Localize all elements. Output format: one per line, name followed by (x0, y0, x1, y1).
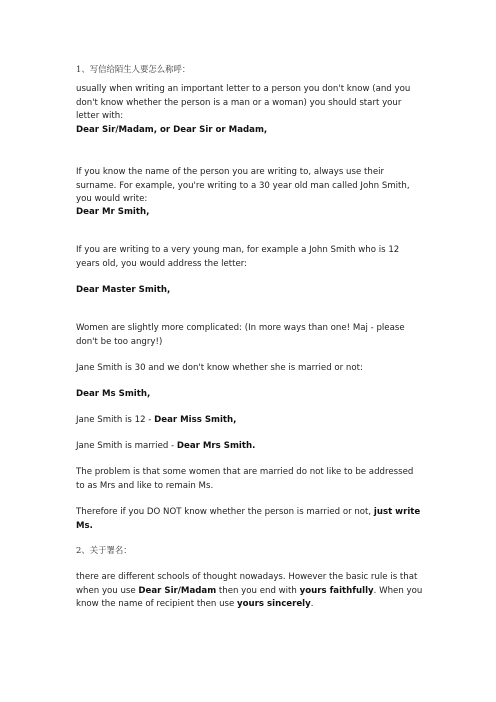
closing-text-4: . (310, 599, 314, 609)
section-2-heading: 2、关于署名： (76, 545, 132, 555)
closing-bold-yours-faithfully: yours faithfully (299, 585, 374, 596)
jane-married-paragraph (76, 440, 424, 454)
therefore-bold: just write Ms. (76, 507, 421, 531)
therefore-paragraph (76, 506, 424, 533)
salutation-miss: Dear Miss Smith, (154, 415, 237, 425)
salutation-ms: Dear Ms Smith, (76, 389, 151, 399)
section-1-heading: 1、写信给陌生人要怎么称呼： (76, 64, 191, 74)
therefore-text: Therefore if you DO NOT know whether the person is married or not, (76, 507, 374, 517)
young-man-paragraph: If you are writing to a very young man, for example a John Smith who is 12 years old, you would address the letter: (76, 245, 400, 269)
salutation-unknown: Dear Sir/Madam, or Dear Sir or Madam, (76, 125, 268, 135)
jane-unknown-paragraph: Jane Smith is 30 and we don't know whether she is married or not: (76, 363, 363, 373)
jane-married-text: Jane Smith is married - (76, 441, 177, 451)
closing-text-3: . When you know the name of recipient then use (76, 585, 423, 609)
salutation-mrs: Dear Mrs Smith. (176, 441, 256, 451)
women-paragraph: Women are slightly more complicated: (In more ways than one! Maj - please don't be too angry!) (76, 323, 405, 347)
intro-paragraph: usually when writing an important letter to a person you don't know (and you don't know whether the person is a man or a woman) you should start your letter with: (76, 84, 411, 121)
jane-12-text: Jane Smith is 12 - (76, 415, 155, 425)
closing-paragraph (76, 571, 424, 612)
closing-text-2: then you end with (216, 585, 300, 596)
jane-12-paragraph (76, 414, 424, 428)
salutation-master: Dear Master Smith, (76, 285, 171, 295)
closing-text-1: there are different schools of thought nowadays. However the basic rule is that when you use (76, 572, 418, 596)
surname-paragraph: If you know the name of the person you are writing to, always use their surname. For example, you're writing to a 30 year old man called John Smith, you would write: (76, 167, 410, 204)
salutation-mr: Dear Mr Smith, (76, 207, 150, 217)
closing-bold-yours-sincerely: yours sincerely (237, 599, 311, 609)
closing-bold-dear-sir-madam: Dear Sir/Madam (138, 585, 217, 596)
problem-paragraph: The problem is that some women that are married do not like to be addressed to as Mrs and like to remain Ms. (76, 467, 414, 491)
